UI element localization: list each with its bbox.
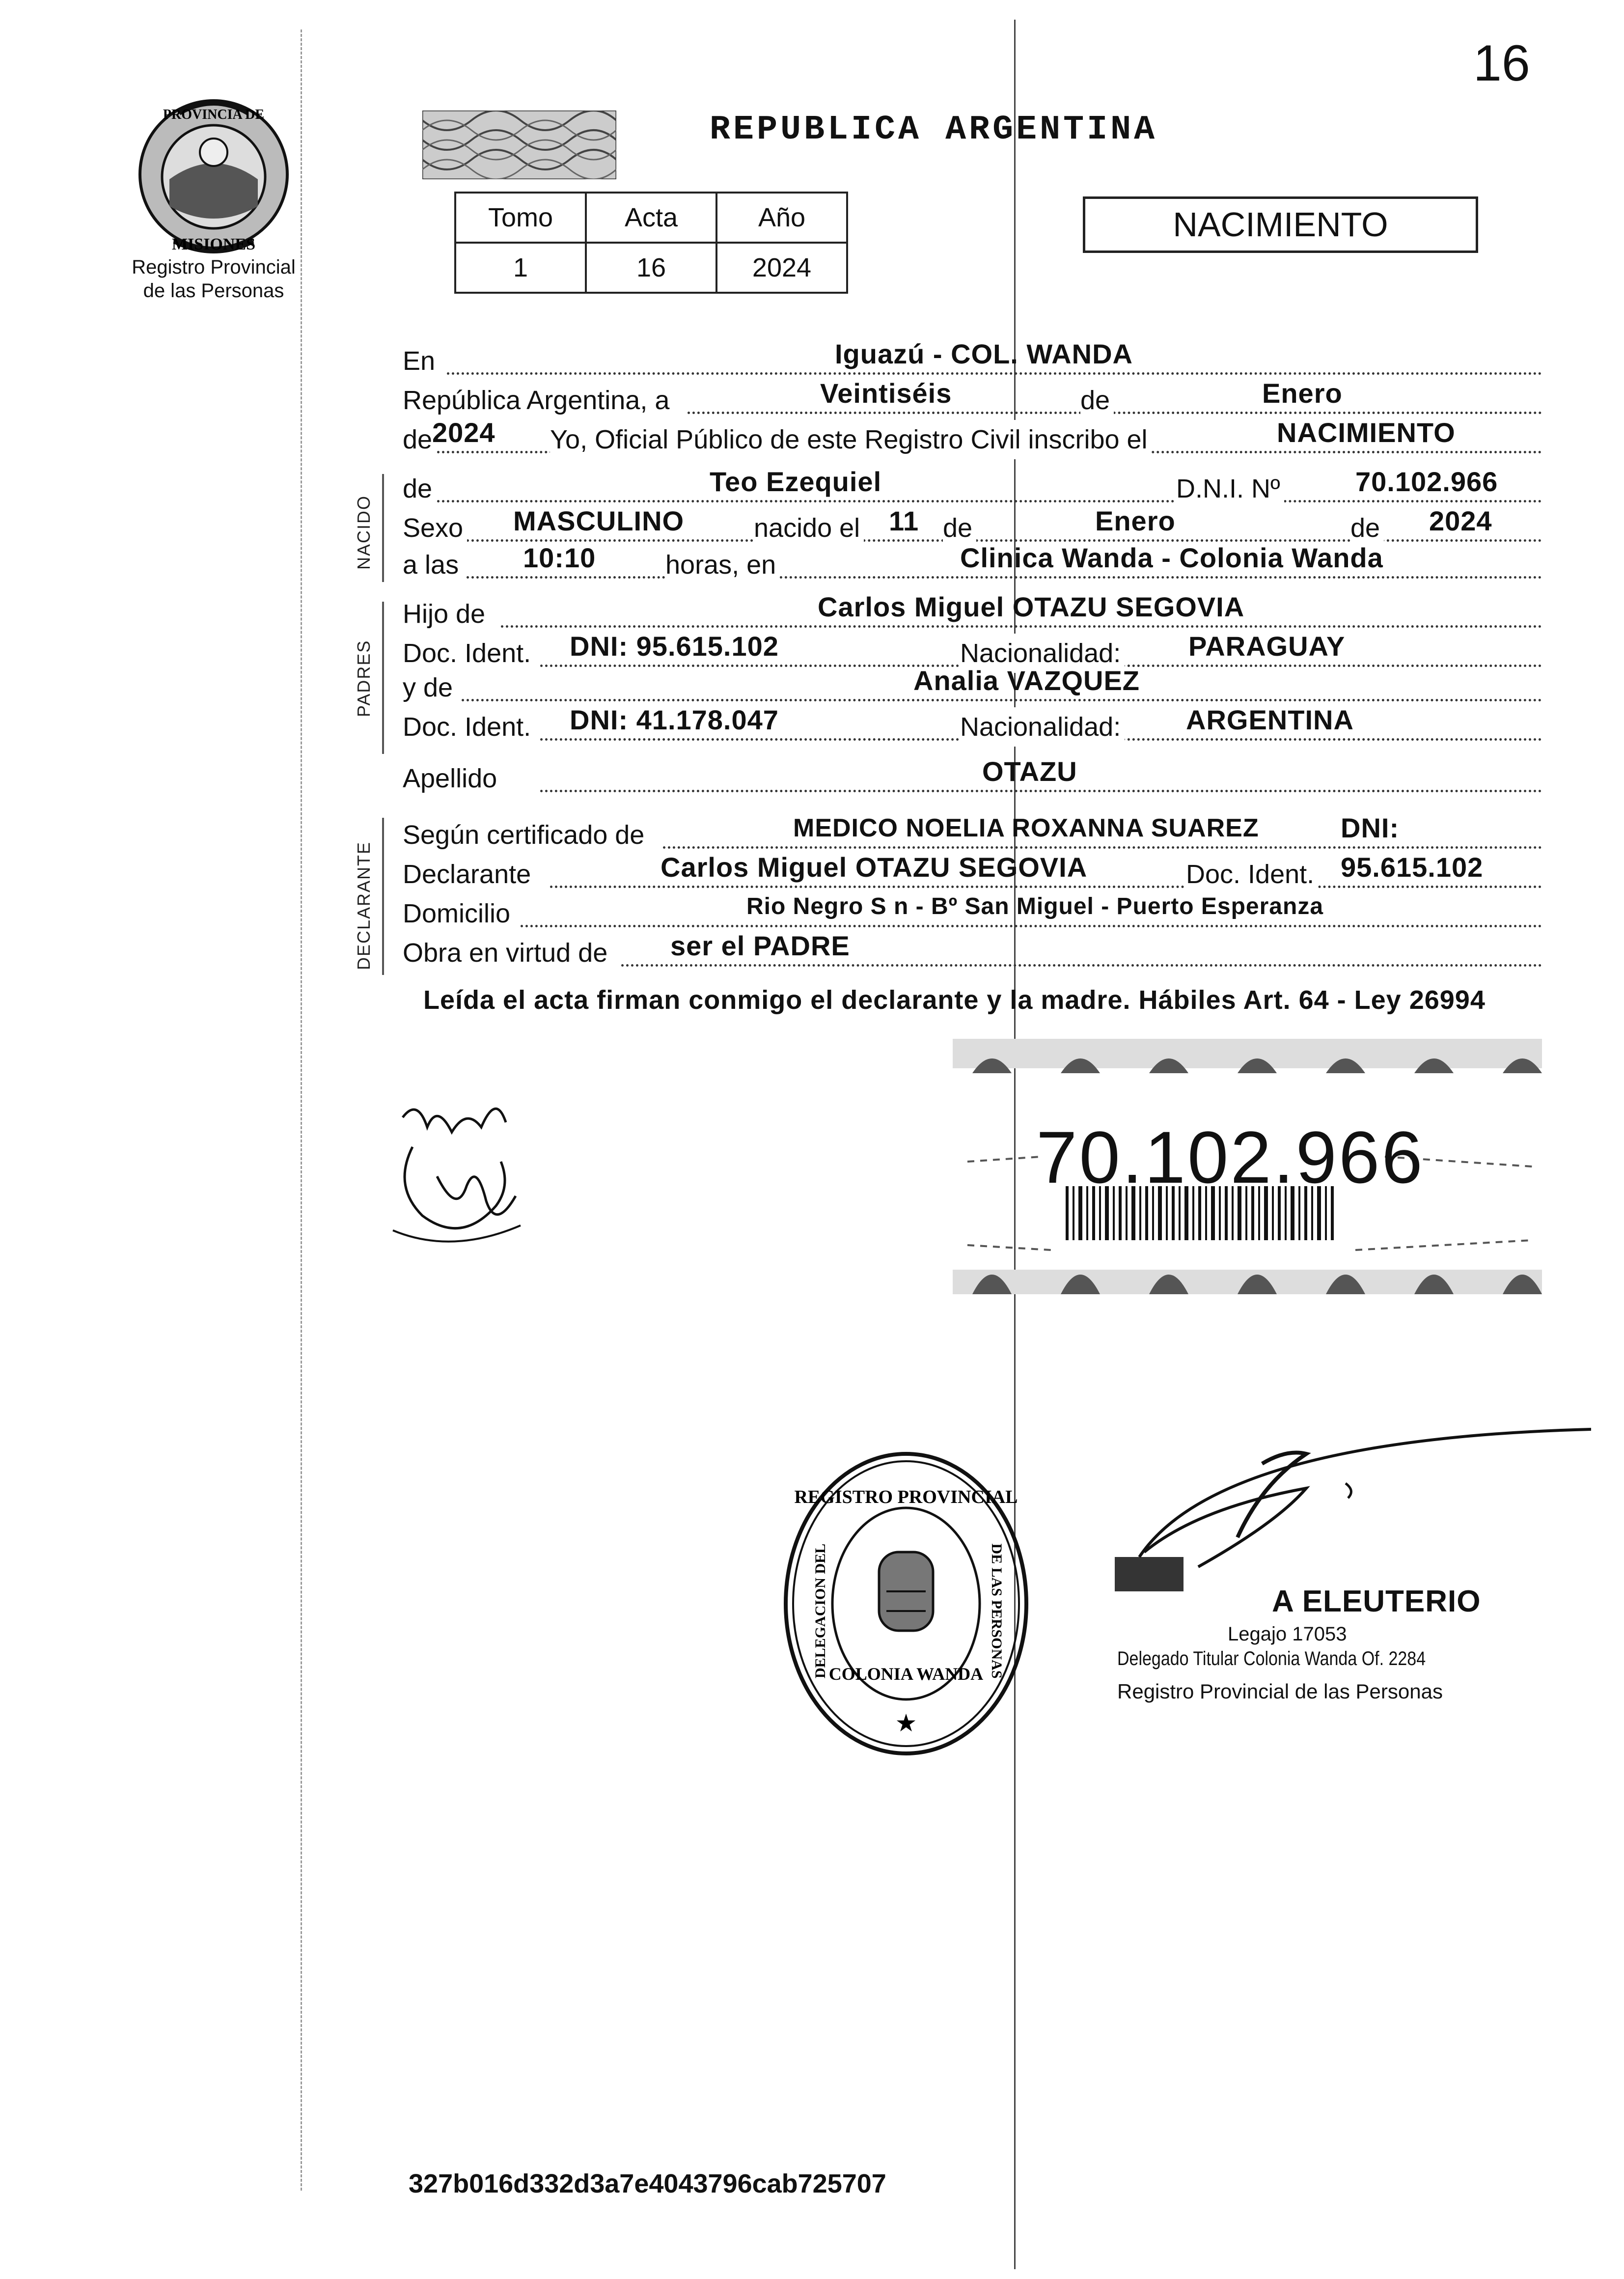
declarant-doc: DNI: 95.615.102: [1341, 812, 1484, 883]
mother-doc: DNI: 41.178.047: [570, 704, 779, 735]
capacity-value: ser el PADRE: [670, 930, 850, 961]
birth-de-label: de: [943, 508, 976, 548]
en-label: En: [403, 341, 439, 381]
birth-de-label-2: de: [1350, 508, 1384, 548]
table-header-ano: Año: [716, 193, 847, 243]
birth-year: 2024: [1429, 505, 1492, 536]
mother-name: Analia VAZQUEZ: [913, 665, 1140, 696]
de-label: de: [1080, 381, 1114, 420]
father-nationality: PARAGUAY: [1188, 631, 1346, 662]
official-registry: Registro Provincial de las Personas: [1117, 1680, 1443, 1703]
declarante-label: Declarante: [403, 855, 535, 894]
year-value: 2024: [432, 417, 495, 448]
nacido-el-label: nacido el: [754, 508, 864, 548]
inscription-value: NACIMIENTO: [1277, 417, 1456, 448]
day-value: Veintiséis: [820, 378, 952, 409]
country-title: REPUBLICA ARGENTINA: [710, 111, 1158, 149]
document-hash: 327b016d332d3a7e4043796cab725707: [409, 2169, 886, 2198]
sexo-value: MASCULINO: [513, 505, 685, 536]
certificado-label: Según certificado de: [403, 815, 648, 855]
hora-label: a las: [403, 545, 463, 584]
table-header-tomo: Tomo: [455, 193, 586, 243]
y-de-label: y de: [403, 668, 457, 707]
place-value: Iguazú - COL. WANDA: [835, 338, 1133, 369]
page-number: 16: [1473, 35, 1530, 92]
provincial-emblem-icon: [125, 93, 302, 255]
hijo-label: Hijo de: [403, 594, 489, 634]
svg-text:REGISTRO PROVINCIAL: REGISTRO PROVINCIAL: [794, 1487, 1018, 1507]
obra-label: Obra en virtud de: [403, 933, 611, 973]
line-time-place: [403, 542, 1542, 584]
mother-nationality: ARGENTINA: [1186, 704, 1354, 735]
svg-text:PROVINCIA DE: PROVINCIA DE: [163, 107, 265, 122]
id-number-large: 70.102.966: [1036, 1116, 1425, 1198]
official-legajo: Legajo 17053: [1228, 1623, 1347, 1645]
line-capacity: [403, 930, 1542, 973]
delegation-stamp: [781, 1449, 1031, 1758]
birth-place: Clinica Wanda - Colonia Wanda: [960, 542, 1383, 573]
declarante-bracket: [382, 818, 384, 975]
svg-text:★: ★: [895, 1709, 917, 1737]
child-name: Teo Ezequiel: [710, 466, 882, 497]
svg-text:COLONIA WANDA: COLONIA WANDA: [828, 1664, 984, 1684]
declarant-doc-label: Doc. Ident.: [1186, 855, 1318, 894]
father-doc: DNI: 95.615.102: [570, 631, 779, 662]
table-value-tomo: 1: [455, 243, 586, 293]
sexo-label: Sexo: [403, 508, 467, 548]
mother-nac-label: Nacionalidad:: [960, 707, 1125, 747]
nacido-bracket: [382, 474, 384, 582]
birth-month: Enero: [1095, 505, 1176, 536]
table-value-acta: 16: [586, 243, 716, 293]
svg-text:MISIONES: MISIONES: [171, 235, 256, 253]
nacido-de-label: de: [403, 469, 436, 508]
line-mother-doc: [403, 704, 1542, 747]
registry-label-line2: de las Personas: [143, 280, 284, 302]
father-nac-label: Nacionalidad:: [960, 634, 1125, 673]
line-official: [403, 417, 1542, 459]
father-doc-label: Doc. Ident.: [403, 634, 535, 673]
apellido-label: Apellido: [403, 759, 501, 798]
father-name: Carlos Miguel OTAZU SEGOVIA: [818, 591, 1245, 622]
padres-section-label: PADRES: [354, 639, 374, 717]
table-value-ano: 2024: [716, 243, 847, 293]
address-value: Rio Negro S n - Bº San Miguel - Puerto Esperanza: [746, 893, 1324, 919]
line-surname: [403, 756, 1542, 798]
de-label-2: de: [403, 420, 436, 459]
registry-label-line1: Registro Provincial: [132, 256, 296, 278]
declarant-name: Carlos Miguel OTAZU SEGOVIA: [661, 852, 1088, 883]
horas-label: horas, en: [665, 545, 780, 584]
line-address: [403, 894, 1542, 933]
table-header-acta: Acta: [586, 193, 716, 243]
declarante-section-label: DECLARANTE: [354, 841, 374, 970]
svg-text:DELEGACION DEL: DELEGACION DEL: [812, 1543, 828, 1679]
svg-text:DE LAS PERSONAS: DE LAS PERSONAS: [989, 1543, 1005, 1679]
line-place: [403, 338, 1542, 381]
declarant-signature: [383, 1088, 550, 1255]
record-type-box: NACIMIENTO: [1083, 196, 1478, 253]
legal-statement: Leída el acta firman conmigo el declarante y la madre. Hábiles Art. 64 - Ley 26994: [423, 985, 1486, 1015]
certificate-value: MEDICO NOELIA ROXANNA SUAREZ: [793, 814, 1259, 842]
registry-label: [113, 255, 314, 303]
republica-label: República Argentina, a: [403, 381, 673, 420]
official-text: Yo, Oficial Público de este Registro Civil inscribo el: [550, 420, 1152, 459]
month-value: Enero: [1262, 378, 1343, 409]
domicilio-label: Domicilio: [403, 894, 514, 933]
nacido-section-label: NACIDO: [354, 495, 374, 570]
official-title: Delegado Titular Colonia Wanda Of. 2284: [1117, 1648, 1426, 1669]
surname-value: OTAZU: [982, 756, 1077, 787]
registration-table: [454, 192, 848, 294]
security-pattern: [422, 111, 616, 179]
official-name: A ELEUTERIO: [1272, 1584, 1481, 1618]
hora-value: 10:10: [523, 542, 596, 573]
mother-doc-label: Doc. Ident.: [403, 707, 535, 747]
left-margin-line: [301, 29, 302, 2191]
birth-day: 11: [889, 505, 919, 536]
padres-bracket: [382, 602, 384, 754]
dni-label: D.N.I. Nº: [1176, 469, 1284, 508]
child-dni: 70.102.966: [1355, 466, 1498, 497]
